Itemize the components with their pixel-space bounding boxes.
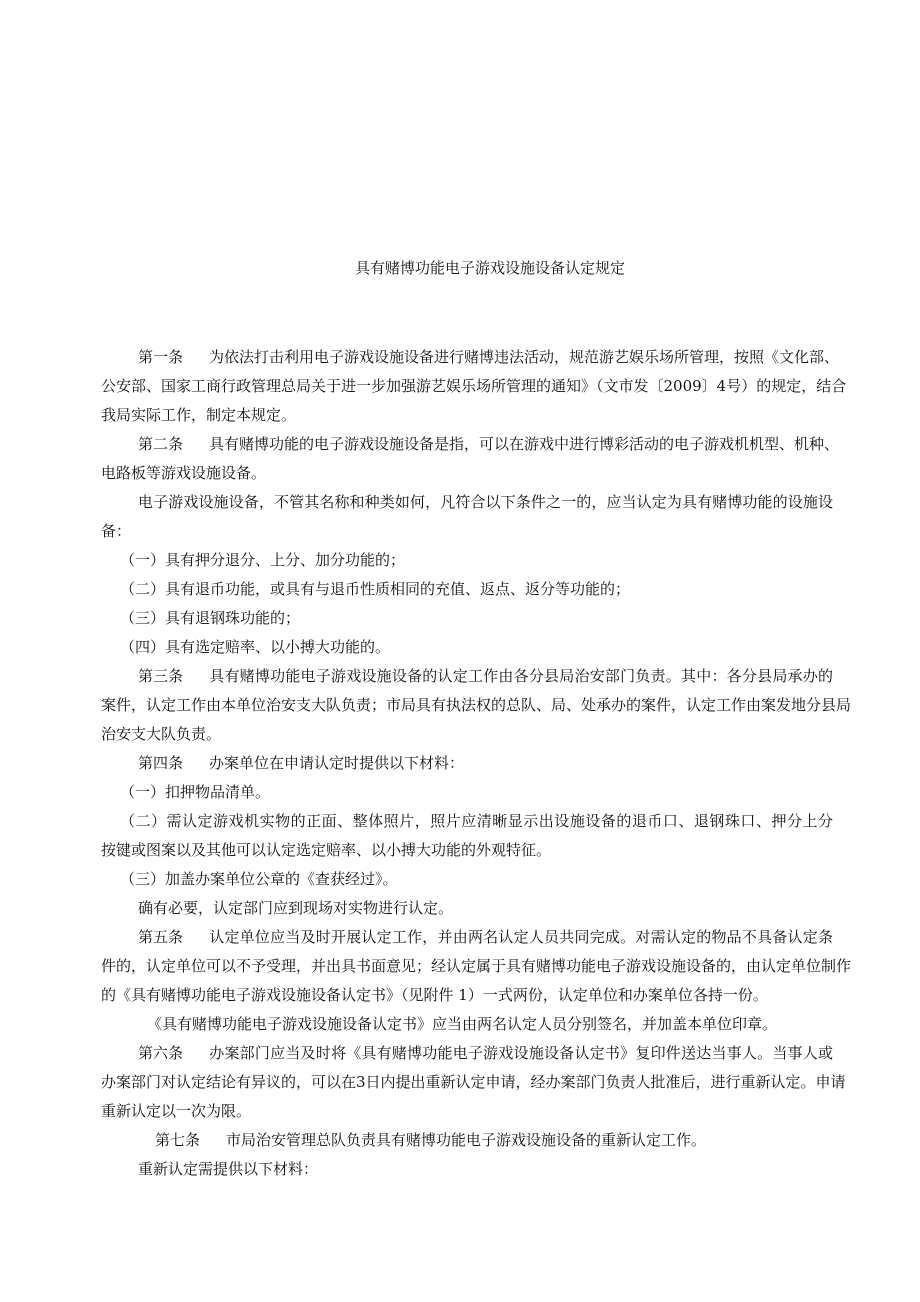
text-line: 案件，认定工作由本单位治安支大队负责；市局具有执法权的总队、局、处承办的案件，认定工作由案发地分县局 [101,696,852,714]
material-item: （二）需认定游戏机实物的正面、整体照片，照片应清晰显示出设施设备的退币口、退钢珠口、押分上分 [120,812,833,830]
text-line: 《具有赌博功能电子游戏设施设备认定书》应当由两名认定人员分别签名，并加盖本单位印章。 [147,1015,778,1033]
material-item: （三）加盖办案单位公章的《查获经过》。 [120,870,398,888]
text-line: 备： [101,522,132,540]
article-3 [101,662,833,691]
article-2 [101,430,840,459]
text-line: 电子游戏设施设备，不管其名称和种类如何，凡符合以下条件之一的，应当认定为具有赌博功能的设施设 [138,493,833,511]
text-line: 我局实际工作，制定本规定。 [101,406,297,424]
article-6 [101,1039,833,1068]
text-line: 治安支大队负责。 [101,725,222,743]
condition-item: （三）具有退钢珠功能的； [120,609,301,627]
article-label: 第六条 [138,1044,184,1062]
article-label: 第七条 [155,1131,201,1149]
document-title: 具有赌博功能电子游戏设施设备认定规定 [354,259,625,277]
text-line: 具有赌博功能电子游戏设施设备的认定工作由各分县局治安部门负责。其中：各分县局承办的 [209,667,833,685]
condition-item: （一）具有押分退分、上分、加分功能的； [120,551,406,569]
article-4 [101,749,833,778]
article-5 [101,923,833,952]
text-line: 确有必要，认定部门应到现场对实物进行认定。 [138,899,454,917]
text-line: 件的，认定单位可以不予受理，并出具书面意见；经认定属于具有赌博功能电子游戏设施设备的，由认定单位制作 [101,957,852,975]
text-line: 市局治安管理总队负责具有赌博功能电子游戏设施设备的重新认定工作。 [226,1131,707,1149]
article-label: 第四条 [138,754,184,772]
article-label: 第三条 [138,667,184,685]
text-line: 为依法打击利用电子游戏设施设备进行赌博违法活动，规范游艺娱乐场所管理，按照《文化部、 [209,348,840,366]
article-label: 第一条 [138,348,184,366]
text-line: 公安部、国家工商行政管理总局关于进一步加强游艺娱乐场所管理的通知》（文市发〔2009〕4号）的规定，结合 [101,377,847,395]
text-line: 具有赌博功能的电子游戏设施设备是指，可以在游戏中进行博彩活动的电子游戏机机型、机种、 [209,435,840,453]
text-line: 电路板等游戏设施设备。 [101,464,267,482]
condition-item: （二）具有退币功能，或具有与退币性质相同的充值、返点、返分等功能的； [120,580,631,598]
article-label: 第五条 [138,928,184,946]
document-body [101,343,852,1184]
text-line: 办案部门对认定结论有异议的，可以在3日内提出重新认定申请，经办案部门负责人批准后，进行重新认定。申请 [101,1073,846,1091]
condition-item: （四）具有选定赔率、以小搏大功能的。 [120,638,391,656]
article-label: 第二条 [138,435,184,453]
material-item: （一）扣押物品清单。 [120,783,271,801]
text-line: 认定单位应当及时开展认定工作，并由两名认定人员共同完成。对需认定的物品不具备认定条 [209,928,833,946]
text-line: 重新认定需提供以下材料： [138,1160,319,1178]
text-line: 的《具有赌博功能电子游戏设施设备认定书》（见附件 1）一式两份，认定单位和办案单位各持一份。 [101,986,768,1004]
text-line: 按键或图案以及其他可以认定选定赔率、以小搏大功能的外观特征。 [101,841,552,859]
text-line: 重新认定以一次为限。 [101,1102,252,1120]
article-7 [101,1126,833,1155]
article-1 [101,343,840,372]
text-line: 办案单位在申请认定时提供以下材料： [209,754,465,772]
text-line: 办案部门应当及时将《具有赌博功能电子游戏设施设备认定书》复印件送达当事人。当事人或 [209,1044,833,1062]
